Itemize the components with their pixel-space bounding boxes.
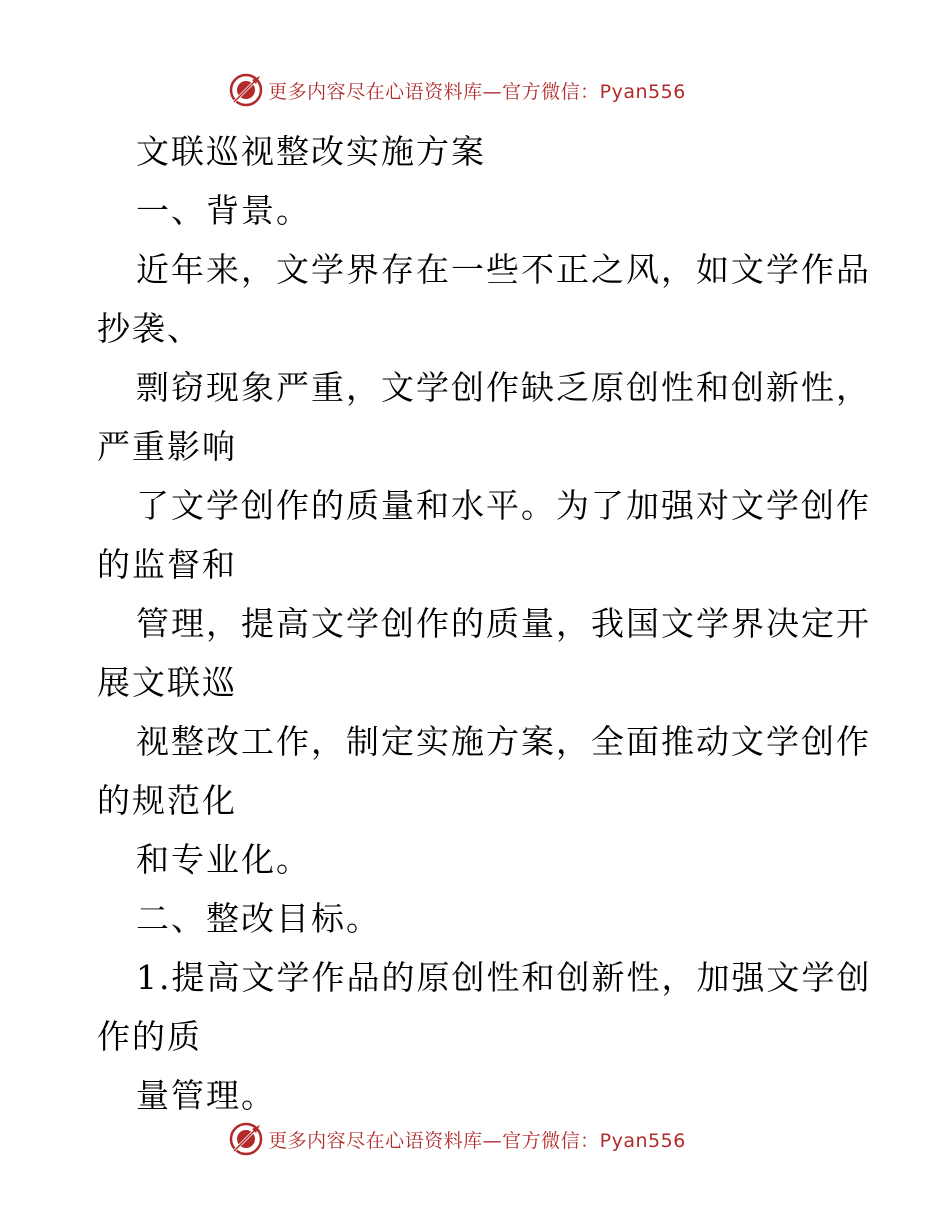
watermark-text: 更多内容尽在心语资料库—官方微信：Pyan556 <box>268 80 686 103</box>
watermark-id: Pyan556 <box>599 80 686 103</box>
paragraph-line: 严重影响 <box>97 427 237 466</box>
paragraph-line: 的监督和 <box>97 545 237 584</box>
seal-logo-icon <box>228 1121 264 1157</box>
paragraph-line: 剽窃现象严重，文学创作缺乏原创性和创新性， <box>136 368 871 407</box>
paragraph-line: 管理，提高文学创作的质量，我国文学界决定开 <box>136 604 871 643</box>
paragraph-line: 视整改工作，制定实施方案，全面推动文学创作 <box>136 722 871 761</box>
footer-watermark <box>0 1119 950 1159</box>
section-heading: 一、背景。 <box>136 191 311 230</box>
paragraph-line: 了文学创作的质量和水平。为了加强对文学创作 <box>136 486 871 525</box>
document-title: 文联巡视整改实施方案 <box>136 132 486 171</box>
header-watermark <box>0 70 950 110</box>
paragraph-line: 的规范化 <box>97 781 237 820</box>
list-item-continuation: 量管理。 <box>136 1076 276 1115</box>
seal-logo-icon <box>228 72 264 108</box>
section-heading: 二、整改目标。 <box>136 899 381 938</box>
list-item: 1.提高文学作品的原创性和创新性，加强文学创 <box>136 958 872 997</box>
watermark-text: 更多内容尽在心语资料库—官方微信：Pyan556 <box>268 1129 686 1152</box>
watermark-id: Pyan556 <box>599 1129 686 1152</box>
list-item-continuation: 作的质 <box>97 1017 202 1056</box>
document-body <box>97 122 872 1125</box>
paragraph-line: 近年来，文学界存在一些不正之风，如文学作品 <box>136 250 871 289</box>
paragraph-line: 展文联巡 <box>97 663 237 702</box>
paragraph-line: 抄袭、 <box>97 309 202 348</box>
paragraph-line: 和专业化。 <box>136 840 311 879</box>
